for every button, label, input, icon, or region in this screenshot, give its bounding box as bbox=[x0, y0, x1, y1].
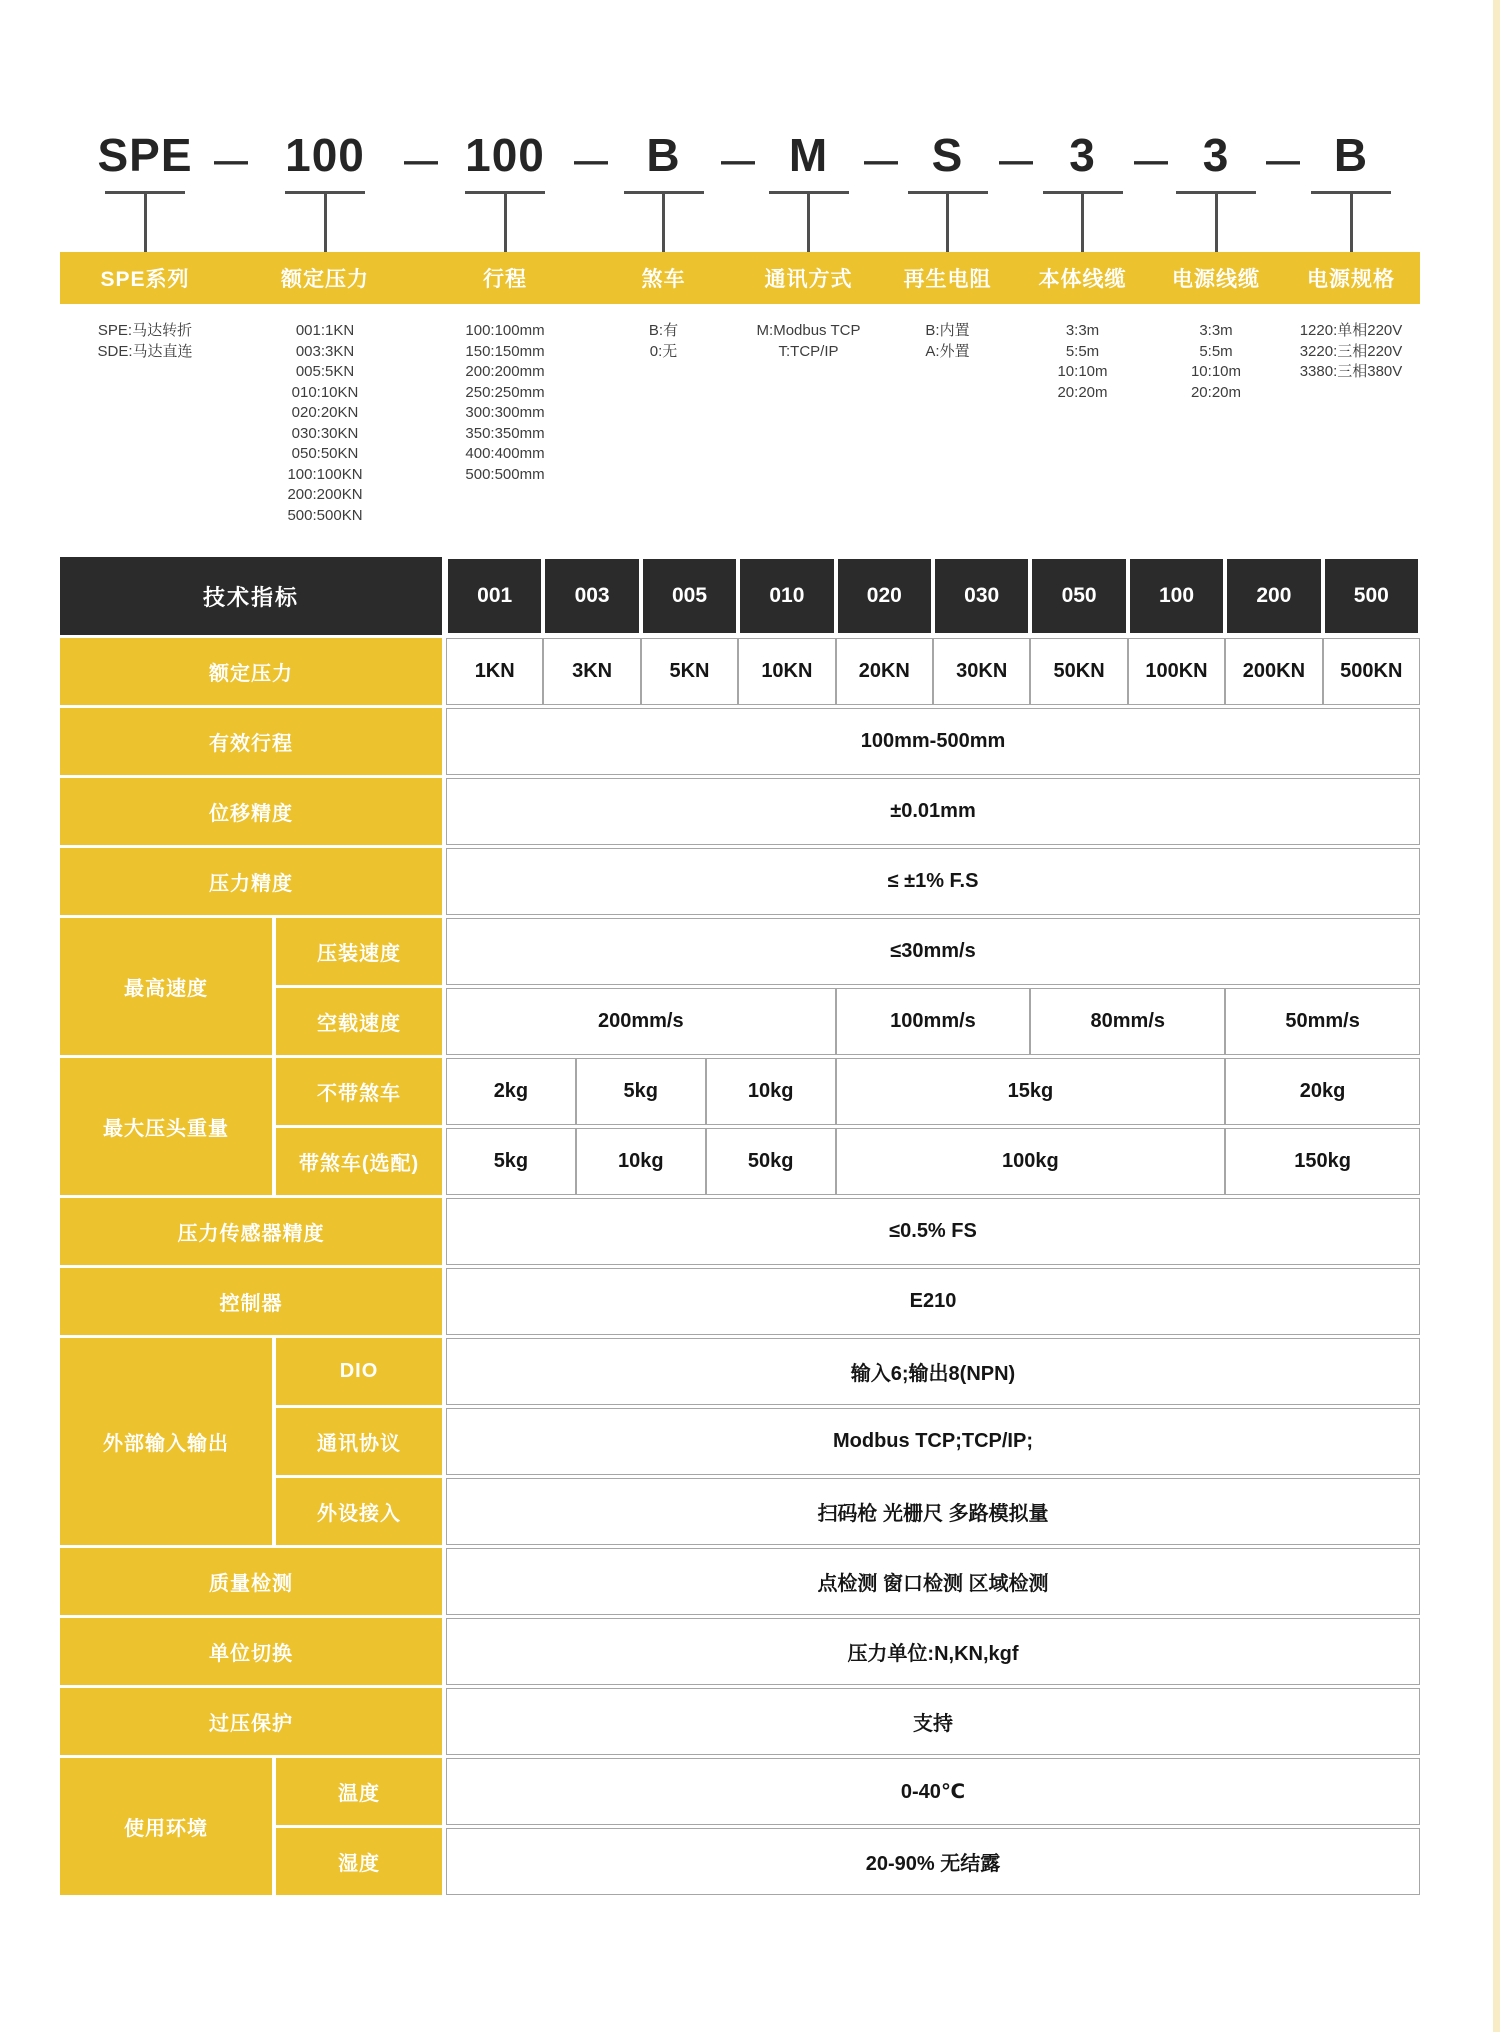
code-connector-line bbox=[1215, 194, 1218, 252]
model-code-segment bbox=[1282, 118, 1420, 252]
legend-option: 5:5m bbox=[1199, 342, 1233, 360]
spec-table-header-columns bbox=[446, 557, 1420, 635]
code-separator: — bbox=[404, 142, 438, 180]
legend-option: 10:10m bbox=[1057, 363, 1108, 380]
spec-table-group bbox=[60, 1338, 1420, 1545]
code-separator: — bbox=[1266, 142, 1300, 180]
spec-subrow-label: DIO bbox=[276, 1338, 442, 1405]
model-code-value: B bbox=[1333, 129, 1369, 181]
legend-option: 003:3KN bbox=[295, 342, 355, 360]
spec-subrow-label: 外设接入 bbox=[276, 1478, 442, 1545]
spec-value-cell: 20-90% 无结露 bbox=[446, 1828, 1420, 1895]
spec-value-cell: 50KN bbox=[1030, 638, 1127, 705]
model-code-segment bbox=[420, 118, 608, 252]
spec-table-header-cell: 100 bbox=[1128, 557, 1225, 635]
spec-row-values bbox=[446, 1268, 1420, 1335]
legend-option: 150:150mm bbox=[465, 342, 545, 360]
legend-option: 200:200KN bbox=[287, 486, 363, 503]
legend-option: 100:100KN bbox=[287, 465, 363, 483]
model-code-segment bbox=[880, 118, 1033, 252]
model-code-value: M bbox=[788, 129, 829, 181]
spec-group-rows bbox=[276, 1058, 1420, 1195]
spec-table-row bbox=[60, 848, 1420, 915]
legend-option: SPE:马达转折 bbox=[97, 322, 193, 339]
legend-option: 3:3m bbox=[1065, 322, 1100, 339]
spec-table-header-cell: 001 bbox=[446, 557, 543, 635]
legend-option: B:内置 bbox=[925, 322, 970, 339]
model-code-segment bbox=[1150, 118, 1300, 252]
legend-option: 300:300mm bbox=[465, 404, 545, 421]
legend-option: B:有 bbox=[648, 322, 679, 339]
legend-option: 500:500KN bbox=[287, 506, 363, 524]
spec-subrow-label: 压装速度 bbox=[276, 918, 442, 985]
spec-table-row bbox=[276, 1828, 1420, 1895]
spec-subrow-label: 温度 bbox=[276, 1758, 442, 1825]
spec-table-header-cell: 010 bbox=[738, 557, 835, 635]
spec-value-cell: 20kg bbox=[1225, 1058, 1420, 1125]
spec-table-row bbox=[60, 1618, 1420, 1685]
spec-subrow-label: 带煞车(选配) bbox=[276, 1128, 442, 1195]
spec-table-group bbox=[60, 1058, 1420, 1195]
spec-table-row bbox=[276, 1058, 1420, 1125]
model-code-value: 100 bbox=[285, 129, 365, 181]
spec-group-label: 使用环境 bbox=[60, 1758, 272, 1895]
model-code-value: 3 bbox=[1069, 129, 1096, 181]
spec-value-cell: 10KN bbox=[738, 638, 835, 705]
spec-row-label: 控制器 bbox=[60, 1268, 442, 1335]
spec-table-header-cell: 020 bbox=[836, 557, 933, 635]
spec-row-values bbox=[446, 708, 1420, 775]
legend-option-list bbox=[230, 321, 420, 526]
legend-option-list bbox=[1282, 321, 1420, 526]
code-connector-line bbox=[662, 194, 665, 252]
spec-row-label: 压力精度 bbox=[60, 848, 442, 915]
legend-option-list bbox=[1150, 321, 1282, 526]
legend-option-list bbox=[60, 321, 230, 526]
legend-option: 20:20m bbox=[1190, 383, 1242, 401]
spec-value-cell: 100mm/s bbox=[836, 988, 1031, 1055]
spec-group-rows bbox=[276, 1338, 1420, 1545]
legend-option: 20:20m bbox=[1057, 383, 1108, 401]
spec-row-values bbox=[446, 1338, 1420, 1405]
spec-table-row bbox=[276, 1478, 1420, 1545]
spec-value-cell: 50mm/s bbox=[1225, 988, 1420, 1055]
legend-option: SDE:马达直连 bbox=[97, 342, 193, 360]
spec-value-cell: 点检测 窗口检测 区域检测 bbox=[446, 1548, 1420, 1615]
code-legend-bar bbox=[60, 252, 1420, 304]
spec-value-cell: 扫码枪 光栅尺 多路模拟量 bbox=[446, 1478, 1420, 1545]
spec-value-cell: 80mm/s bbox=[1030, 988, 1225, 1055]
legend-option: 3220:三相220V bbox=[1299, 342, 1403, 360]
legend-bar-label: 电源规格 bbox=[1307, 268, 1395, 291]
spec-value-cell: 100mm-500mm bbox=[446, 708, 1420, 775]
spec-table-row bbox=[60, 1688, 1420, 1755]
legend-option: 500:500mm bbox=[465, 465, 545, 483]
spec-value-cell: 5kg bbox=[576, 1058, 706, 1125]
spec-value-cell: 150kg bbox=[1225, 1128, 1420, 1195]
spec-subrow-label: 不带煞车 bbox=[276, 1058, 442, 1125]
spec-table-header-cell: 003 bbox=[543, 557, 640, 635]
spec-row-values bbox=[446, 1128, 1420, 1195]
legend-option: 3380:三相380V bbox=[1299, 363, 1403, 380]
spec-value-cell: 支持 bbox=[446, 1688, 1420, 1755]
legend-bar-label: 电源线缆 bbox=[1172, 268, 1260, 291]
spec-row-values bbox=[446, 988, 1420, 1055]
legend-option-list bbox=[590, 321, 737, 526]
code-connector-line bbox=[807, 194, 810, 252]
ordering-code-section bbox=[60, 118, 1420, 526]
spec-group-label: 最高速度 bbox=[60, 918, 272, 1055]
model-code-value: 3 bbox=[1202, 129, 1230, 181]
code-separator: — bbox=[721, 142, 755, 180]
legend-bar-label: 行程 bbox=[483, 268, 527, 291]
code-separator: — bbox=[214, 142, 248, 180]
legend-option: 020:20KN bbox=[291, 404, 359, 421]
spec-group-label: 最大压头重量 bbox=[60, 1058, 272, 1195]
model-code-value: SPE bbox=[97, 129, 193, 181]
spec-row-values bbox=[446, 778, 1420, 845]
spec-value-cell: 输入6;输出8(NPN) bbox=[446, 1338, 1420, 1405]
spec-table-row bbox=[60, 1198, 1420, 1265]
spec-row-values bbox=[446, 1478, 1420, 1545]
code-separator: — bbox=[999, 142, 1033, 180]
spec-table-group bbox=[60, 918, 1420, 1055]
spec-row-values bbox=[446, 918, 1420, 985]
spec-subrow-label: 湿度 bbox=[276, 1828, 442, 1895]
spec-row-values bbox=[446, 1198, 1420, 1265]
code-connector-line bbox=[1081, 194, 1084, 252]
spec-value-cell: 2kg bbox=[446, 1058, 576, 1125]
spec-value-cell: 15kg bbox=[836, 1058, 1226, 1125]
spec-table-row bbox=[60, 638, 1420, 705]
code-connector-line bbox=[504, 194, 507, 252]
spec-value-cell: 500KN bbox=[1323, 638, 1420, 705]
spec-row-values bbox=[446, 1688, 1420, 1755]
legend-option: 400:400mm bbox=[465, 445, 545, 462]
code-separator: — bbox=[1134, 142, 1168, 180]
spec-row-label: 位移精度 bbox=[60, 778, 442, 845]
legend-option: 10:10m bbox=[1190, 363, 1242, 380]
legend-option: 250:250mm bbox=[465, 383, 545, 401]
spec-table bbox=[60, 557, 1420, 1898]
spec-value-cell: 50kg bbox=[706, 1128, 836, 1195]
spec-value-cell: ±0.01mm bbox=[446, 778, 1420, 845]
spec-row-label: 额定压力 bbox=[60, 638, 442, 705]
spec-group-label: 外部输入输出 bbox=[60, 1338, 272, 1545]
spec-row-values bbox=[446, 1758, 1420, 1825]
legend-option: T:TCP/IP bbox=[778, 342, 839, 360]
legend-option-list bbox=[880, 321, 1015, 526]
spec-table-header-cell: 500 bbox=[1323, 557, 1420, 635]
legend-option: 100:100mm bbox=[465, 322, 545, 339]
legend-option: 350:350mm bbox=[465, 424, 545, 442]
model-code-segment bbox=[737, 118, 898, 252]
spec-subrow-label: 通讯协议 bbox=[276, 1408, 442, 1475]
spec-value-cell: E210 bbox=[446, 1268, 1420, 1335]
code-separator: — bbox=[864, 142, 898, 180]
spec-value-cell: 5kg bbox=[446, 1128, 576, 1195]
legend-option: 001:1KN bbox=[295, 322, 355, 339]
spec-value-cell: 100KN bbox=[1128, 638, 1225, 705]
model-code-value: B bbox=[646, 129, 681, 181]
legend-bar-label: SPE系列 bbox=[100, 268, 190, 291]
legend-option-list bbox=[1015, 321, 1150, 526]
spec-row-values bbox=[446, 1058, 1420, 1125]
spec-table-group bbox=[60, 1758, 1420, 1895]
spec-value-cell: 3KN bbox=[543, 638, 640, 705]
legend-option-list bbox=[737, 321, 880, 526]
model-code-value: S bbox=[931, 129, 964, 181]
model-code-segment bbox=[590, 118, 755, 252]
spec-value-cell: 压力单位:N,KN,kgf bbox=[446, 1618, 1420, 1685]
spec-value-cell: 30KN bbox=[933, 638, 1030, 705]
spec-table-row bbox=[60, 778, 1420, 845]
spec-table-header-label: 技术指标 bbox=[60, 557, 442, 635]
code-connector-line bbox=[144, 194, 147, 252]
spec-table-header-cell: 005 bbox=[641, 557, 738, 635]
model-code-row bbox=[60, 118, 1420, 252]
legend-option: 3:3m bbox=[1199, 322, 1233, 339]
spec-table-row bbox=[276, 1408, 1420, 1475]
spec-row-values bbox=[446, 1618, 1420, 1685]
spec-value-cell: Modbus TCP;TCP/IP; bbox=[446, 1408, 1420, 1475]
legend-option: 0:无 bbox=[649, 342, 678, 360]
spec-row-values bbox=[446, 1408, 1420, 1475]
legend-option: A:外置 bbox=[925, 342, 970, 360]
spec-row-label: 单位切换 bbox=[60, 1618, 442, 1685]
legend-option: 010:10KN bbox=[291, 383, 359, 401]
code-connector-line bbox=[324, 194, 327, 252]
spec-value-cell: 10kg bbox=[706, 1058, 836, 1125]
legend-option: M:Modbus TCP bbox=[756, 322, 861, 339]
code-connector-line bbox=[1350, 194, 1353, 252]
spec-row-values bbox=[446, 1828, 1420, 1895]
spec-value-cell: 1KN bbox=[446, 638, 543, 705]
spec-row-label: 质量检测 bbox=[60, 1548, 442, 1615]
spec-value-cell: 100kg bbox=[836, 1128, 1226, 1195]
spec-row-values bbox=[446, 1548, 1420, 1615]
spec-row-label: 过压保护 bbox=[60, 1688, 442, 1755]
spec-value-cell: 200mm/s bbox=[446, 988, 836, 1055]
spec-row-values bbox=[446, 848, 1420, 915]
spec-table-header-cell: 200 bbox=[1225, 557, 1322, 635]
spec-table-row bbox=[276, 1338, 1420, 1405]
spec-value-cell: ≤30mm/s bbox=[446, 918, 1420, 985]
legend-option: 5:5m bbox=[1065, 342, 1100, 360]
spec-value-cell: 200KN bbox=[1225, 638, 1322, 705]
model-code-segment bbox=[60, 118, 248, 252]
code-connector-line bbox=[946, 194, 949, 252]
legend-bar-label: 再生电阻 bbox=[903, 268, 992, 291]
legend-bar-label: 煞车 bbox=[641, 268, 686, 291]
legend-option: 050:50KN bbox=[291, 445, 359, 462]
legend-option-list bbox=[420, 321, 590, 526]
spec-row-values bbox=[446, 638, 1420, 705]
spec-table-row bbox=[276, 918, 1420, 985]
spec-row-label: 压力传感器精度 bbox=[60, 1198, 442, 1265]
model-code-value: 100 bbox=[465, 129, 545, 181]
spec-group-rows bbox=[276, 1758, 1420, 1895]
model-code-segment bbox=[230, 118, 438, 252]
spec-table-row bbox=[276, 1758, 1420, 1825]
spec-value-cell: 0-40℃ bbox=[446, 1758, 1420, 1825]
legend-option: 005:5KN bbox=[295, 363, 355, 380]
legend-bar-label: 本体线缆 bbox=[1038, 268, 1127, 291]
spec-table-header-cell: 050 bbox=[1030, 557, 1127, 635]
spec-value-cell: 5KN bbox=[641, 638, 738, 705]
model-code-segment bbox=[1015, 118, 1168, 252]
spec-value-cell: ≤ ±1% F.S bbox=[446, 848, 1420, 915]
legend-bar-label: 额定压力 bbox=[281, 268, 369, 291]
spec-value-cell: 20KN bbox=[836, 638, 933, 705]
legend-option: 1220:单相220V bbox=[1299, 322, 1403, 339]
page-edge-strip bbox=[1493, 0, 1500, 2032]
spec-value-cell: 10kg bbox=[576, 1128, 706, 1195]
code-separator: — bbox=[574, 142, 608, 180]
spec-table-row bbox=[276, 988, 1420, 1055]
spec-table-row bbox=[276, 1128, 1420, 1195]
legend-option: 200:200mm bbox=[465, 363, 545, 380]
legend-bar-label: 通讯方式 bbox=[764, 268, 853, 291]
spec-table-header-cell: 030 bbox=[933, 557, 1030, 635]
code-legend-options bbox=[60, 304, 1420, 526]
spec-table-row bbox=[60, 1548, 1420, 1615]
legend-option: 030:30KN bbox=[291, 424, 359, 442]
spec-group-rows bbox=[276, 918, 1420, 1055]
spec-table-row bbox=[60, 708, 1420, 775]
spec-value-cell: ≤0.5% FS bbox=[446, 1198, 1420, 1265]
spec-table-row bbox=[60, 1268, 1420, 1335]
spec-table-header-row bbox=[60, 557, 1420, 635]
spec-subrow-label: 空载速度 bbox=[276, 988, 442, 1055]
spec-row-label: 有效行程 bbox=[60, 708, 442, 775]
